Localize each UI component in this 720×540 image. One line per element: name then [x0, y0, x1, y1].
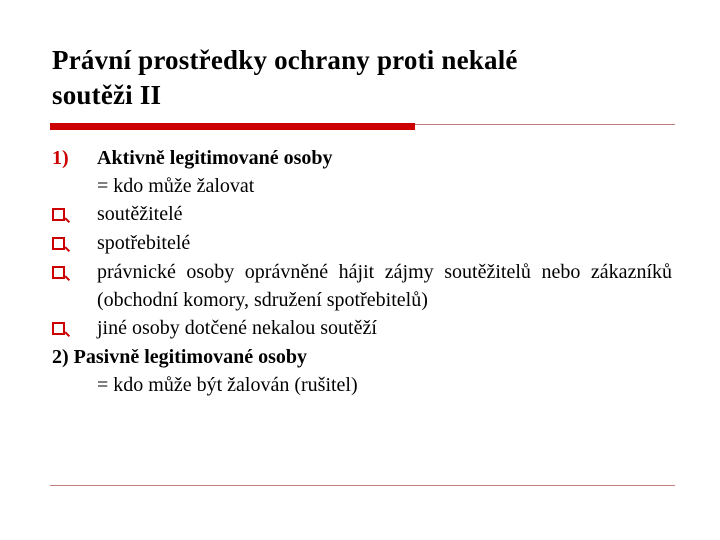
square-bullet-icon	[52, 322, 65, 335]
section-1-heading-row	[52, 144, 672, 172]
bullet-text: spotřebitelé	[97, 232, 191, 254]
section-2-heading-row	[52, 343, 672, 371]
list-item	[52, 200, 672, 229]
list-item	[52, 314, 672, 343]
bullet-text: právnické osoby oprávněné hájit zájmy soutěžitelů nebo zákazníků (obchodní komory, sdružení spotřebitelů)	[97, 261, 672, 311]
bottom-divider	[50, 485, 675, 486]
slide-title	[52, 43, 672, 113]
section-1-number: 1)	[52, 147, 69, 169]
section-1-definition: = kdo může žalovat	[97, 175, 255, 197]
section-2-heading: 2) Pasivně legitimované osoby	[52, 346, 307, 368]
square-bullet-icon	[52, 266, 65, 279]
bullet-text: soutěžitelé	[97, 203, 183, 225]
section-1-heading: Aktivně legitimované osoby	[97, 147, 333, 169]
square-bullet-icon	[52, 237, 65, 250]
square-bullet-icon	[52, 208, 65, 221]
slide-title-line-2: soutěži II	[52, 80, 162, 110]
section-2-definition: = kdo může být žalován (rušitel)	[97, 374, 358, 396]
section-1-definition-row	[52, 172, 672, 200]
slide-body	[52, 144, 672, 399]
section-2-definition-row	[52, 371, 672, 399]
list-item	[52, 229, 672, 258]
list-item	[52, 258, 672, 314]
bullet-text: jiné osoby dotčené nekalou soutěží	[97, 317, 377, 339]
slide-title-line-1: Právní prostředky ochrany proti nekalé	[52, 45, 518, 75]
title-divider-accent	[50, 123, 415, 130]
